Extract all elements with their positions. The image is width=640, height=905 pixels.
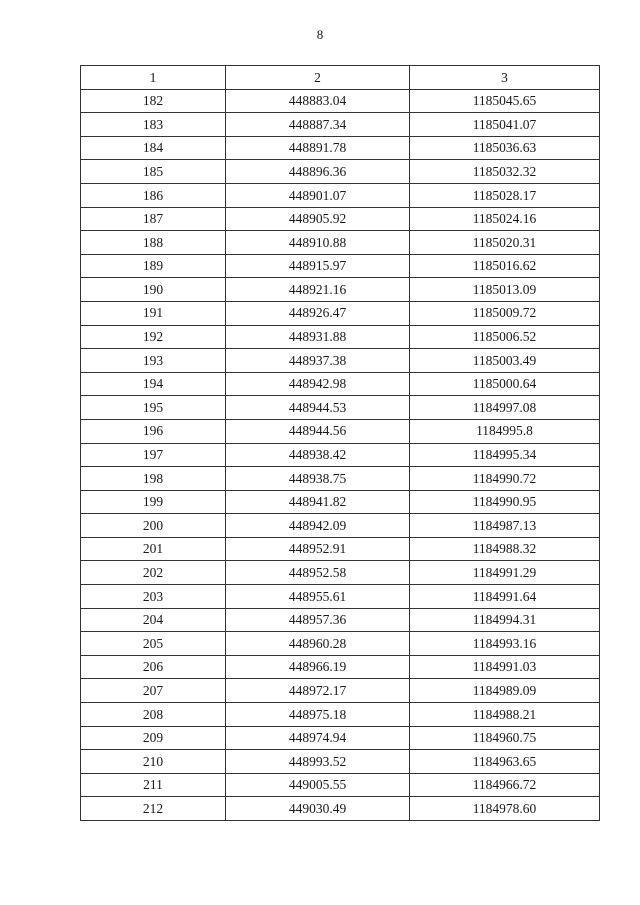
table-row <box>81 561 600 585</box>
y-coordinate-cell: 1184994.31 <box>410 608 600 632</box>
y-coordinate-cell: 1185009.72 <box>410 301 600 325</box>
x-coordinate-cell: 448921.16 <box>226 278 410 302</box>
x-coordinate-cell: 448993.52 <box>226 750 410 774</box>
point-number-cell: 184 <box>81 136 226 160</box>
table-body <box>81 89 600 820</box>
point-number-cell: 182 <box>81 89 226 113</box>
y-coordinate-cell: 1184990.72 <box>410 467 600 491</box>
table-row <box>81 514 600 538</box>
y-coordinate-cell: 1184987.13 <box>410 514 600 538</box>
column-header-1: 1 <box>81 66 226 90</box>
y-coordinate-cell: 1185028.17 <box>410 183 600 207</box>
table-row <box>81 396 600 420</box>
point-number-cell: 193 <box>81 349 226 373</box>
table-row <box>81 325 600 349</box>
y-coordinate-cell: 1184991.03 <box>410 655 600 679</box>
table-row <box>81 231 600 255</box>
point-number-cell: 185 <box>81 160 226 184</box>
point-number-cell: 183 <box>81 113 226 137</box>
table-row <box>81 136 600 160</box>
x-coordinate-cell: 448944.53 <box>226 396 410 420</box>
x-coordinate-cell: 448941.82 <box>226 490 410 514</box>
table-row <box>81 679 600 703</box>
x-coordinate-cell: 448937.38 <box>226 349 410 373</box>
table-row <box>81 278 600 302</box>
point-number-cell: 205 <box>81 632 226 656</box>
x-coordinate-cell: 448938.42 <box>226 443 410 467</box>
x-coordinate-cell: 448905.92 <box>226 207 410 231</box>
point-number-cell: 204 <box>81 608 226 632</box>
y-coordinate-cell: 1184966.72 <box>410 773 600 797</box>
y-coordinate-cell: 1185020.31 <box>410 231 600 255</box>
point-number-cell: 199 <box>81 490 226 514</box>
table-row <box>81 655 600 679</box>
y-coordinate-cell: 1184960.75 <box>410 726 600 750</box>
table-row <box>81 89 600 113</box>
x-coordinate-cell: 448915.97 <box>226 254 410 278</box>
coordinates-table <box>80 65 600 821</box>
y-coordinate-cell: 1184989.09 <box>410 679 600 703</box>
x-coordinate-cell: 448938.75 <box>226 467 410 491</box>
x-coordinate-cell: 448931.88 <box>226 325 410 349</box>
table-row <box>81 726 600 750</box>
x-coordinate-cell: 448972.17 <box>226 679 410 703</box>
point-number-cell: 200 <box>81 514 226 538</box>
point-number-cell: 192 <box>81 325 226 349</box>
x-coordinate-cell: 448952.58 <box>226 561 410 585</box>
table-row <box>81 113 600 137</box>
point-number-cell: 198 <box>81 467 226 491</box>
point-number-cell: 188 <box>81 231 226 255</box>
y-coordinate-cell: 1184991.64 <box>410 585 600 609</box>
point-number-cell: 212 <box>81 797 226 821</box>
y-coordinate-cell: 1184993.16 <box>410 632 600 656</box>
y-coordinate-cell: 1185013.09 <box>410 278 600 302</box>
point-number-cell: 207 <box>81 679 226 703</box>
y-coordinate-cell: 1185006.52 <box>410 325 600 349</box>
x-coordinate-cell: 449005.55 <box>226 773 410 797</box>
y-coordinate-cell: 1185041.07 <box>410 113 600 137</box>
column-header-3: 3 <box>410 66 600 90</box>
x-coordinate-cell: 448883.04 <box>226 89 410 113</box>
y-coordinate-cell: 1184963.65 <box>410 750 600 774</box>
x-coordinate-cell: 448952.91 <box>226 537 410 561</box>
y-coordinate-cell: 1185045.65 <box>410 89 600 113</box>
y-coordinate-cell: 1185016.62 <box>410 254 600 278</box>
x-coordinate-cell: 448887.34 <box>226 113 410 137</box>
table-row <box>81 585 600 609</box>
x-coordinate-cell: 448975.18 <box>226 703 410 727</box>
table-row <box>81 349 600 373</box>
point-number-cell: 210 <box>81 750 226 774</box>
y-coordinate-cell: 1184988.21 <box>410 703 600 727</box>
x-coordinate-cell: 448926.47 <box>226 301 410 325</box>
x-coordinate-cell: 448955.61 <box>226 585 410 609</box>
table-row <box>81 797 600 821</box>
point-number-cell: 201 <box>81 537 226 561</box>
table-row <box>81 183 600 207</box>
x-coordinate-cell: 448910.88 <box>226 231 410 255</box>
x-coordinate-cell: 448974.94 <box>226 726 410 750</box>
table-row <box>81 632 600 656</box>
point-number-cell: 189 <box>81 254 226 278</box>
x-coordinate-cell: 448957.36 <box>226 608 410 632</box>
point-number-cell: 191 <box>81 301 226 325</box>
y-coordinate-cell: 1184978.60 <box>410 797 600 821</box>
table-row <box>81 207 600 231</box>
table-row <box>81 254 600 278</box>
y-coordinate-cell: 1185036.63 <box>410 136 600 160</box>
x-coordinate-cell: 449030.49 <box>226 797 410 821</box>
point-number-cell: 211 <box>81 773 226 797</box>
table-row <box>81 703 600 727</box>
table-row <box>81 773 600 797</box>
point-number-cell: 202 <box>81 561 226 585</box>
table-row <box>81 419 600 443</box>
table-row <box>81 160 600 184</box>
table-row <box>81 372 600 396</box>
x-coordinate-cell: 448960.28 <box>226 632 410 656</box>
x-coordinate-cell: 448966.19 <box>226 655 410 679</box>
x-coordinate-cell: 448896.36 <box>226 160 410 184</box>
y-coordinate-cell: 1185000.64 <box>410 372 600 396</box>
x-coordinate-cell: 448942.98 <box>226 372 410 396</box>
x-coordinate-cell: 448942.09 <box>226 514 410 538</box>
point-number-cell: 190 <box>81 278 226 302</box>
table-row <box>81 301 600 325</box>
y-coordinate-cell: 1185032.32 <box>410 160 600 184</box>
column-header-2: 2 <box>226 66 410 90</box>
table-row <box>81 467 600 491</box>
x-coordinate-cell: 448891.78 <box>226 136 410 160</box>
point-number-cell: 187 <box>81 207 226 231</box>
y-coordinate-cell: 1185003.49 <box>410 349 600 373</box>
table-row <box>81 490 600 514</box>
point-number-cell: 186 <box>81 183 226 207</box>
table-row <box>81 443 600 467</box>
table-row <box>81 750 600 774</box>
point-number-cell: 197 <box>81 443 226 467</box>
header-row <box>81 66 600 90</box>
table-row <box>81 608 600 632</box>
y-coordinate-cell: 1184997.08 <box>410 396 600 420</box>
page-number: 8 <box>316 27 324 42</box>
y-coordinate-cell: 1185024.16 <box>410 207 600 231</box>
y-coordinate-cell: 1184991.29 <box>410 561 600 585</box>
point-number-cell: 203 <box>81 585 226 609</box>
y-coordinate-cell: 1184995.8 <box>410 419 600 443</box>
table-row <box>81 537 600 561</box>
x-coordinate-cell: 448901.07 <box>226 183 410 207</box>
y-coordinate-cell: 1184988.32 <box>410 537 600 561</box>
point-number-cell: 195 <box>81 396 226 420</box>
point-number-cell: 196 <box>81 419 226 443</box>
point-number-cell: 194 <box>81 372 226 396</box>
x-coordinate-cell: 448944.56 <box>226 419 410 443</box>
y-coordinate-cell: 1184990.95 <box>410 490 600 514</box>
point-number-cell: 209 <box>81 726 226 750</box>
point-number-cell: 208 <box>81 703 226 727</box>
point-number-cell: 206 <box>81 655 226 679</box>
table-header <box>81 66 600 90</box>
y-coordinate-cell: 1184995.34 <box>410 443 600 467</box>
